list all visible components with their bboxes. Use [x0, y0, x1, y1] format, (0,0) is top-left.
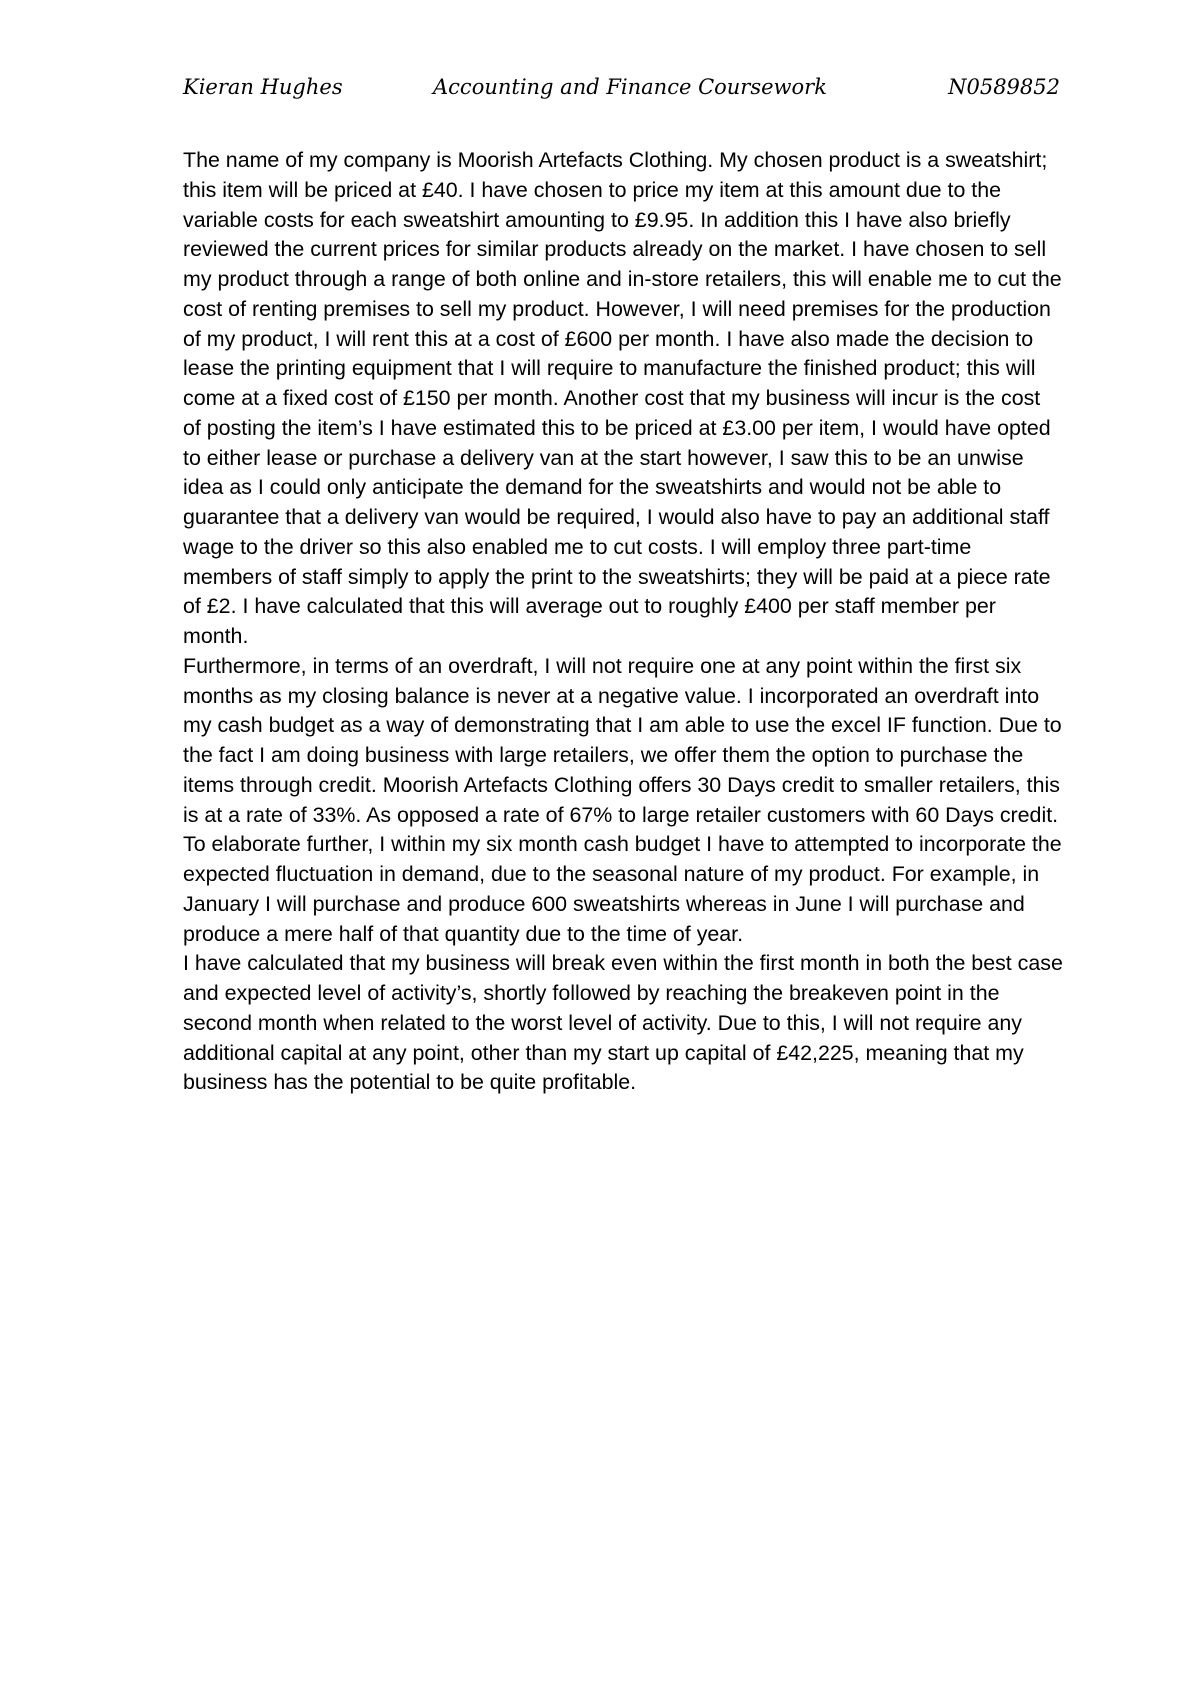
paragraph-seasonal-demand: To elaborate further, I within my six month cash budget I have to attempted to incorporate the expected fluctuation in demand, due to the seasonal nature of my product. For example, in January I will purchase and produce 600 sweatshirts whereas in June I will purchase and produce a mere half of that quantity due to the time of year.: [183, 832, 1062, 946]
header-author: Kieran Hughes: [183, 75, 343, 99]
paragraph-breakeven: I have calculated that my business will break even within the first month in both the best case and expected level of activity’s, shortly followed by reaching the breakeven point in the second month when related to the worst level of activity. Due to this, I will not require any additional capital at any point, other than my start up capital of £42,225, meaning that my business has the potential to be quite profitable.: [183, 951, 1063, 1095]
document-body: [183, 146, 1063, 1098]
page-header: [183, 70, 1060, 104]
header-title: Accounting and Finance Coursework: [433, 75, 827, 99]
paragraph-overdraft-and-credit: Furthermore, in terms of an overdraft, I will not require one at any point within the first six months as my closing balance is never at a negative value. I incorporated an overdraft into my cash budget as a way of demonstrating that I am able to use the excel IF function. Due to the fact I am doing business with large retailers, we offer them the option to purchase the items through credit. Moorish Artefacts Clothing offers 30 Days credit to smaller retailers, this is at a rate of 33%. As opposed a rate of 67% to large retailer customers with 60 Days credit.: [183, 653, 1062, 827]
paragraph-company-and-costs: The name of my company is Moorish Artefacts Clothing. My chosen product is a sweatshirt; this item will be priced at £40. I have chosen to price my item at this amount due to the variable costs for each sweatshirt amounting to £9.95. In addition this I have also briefly reviewed the current prices for similar products already on the market. I have chosen to sell my product through a range of both online and in-store retailers, this will enable me to cut the cost of renting premises to sell my product. However, I will need premises for the production of my product, I will rent this at a cost of £600 per month. I have also made the decision to lease the printing equipment that I will require to manufacture the finished product; this will come at a fixed cost of £150 per month. Another cost that my business will incur is the cost of posting the item’s I have estimated this to be priced at £3.00 per item, I would have opted to either lease or purchase a delivery van at the start however, I saw this to be an unwise idea as I could only anticipate the demand for the sweatshirts and would not be able to guarantee that a delivery van would be required, I would also have to pay an additional staff wage to the driver so this also enabled me to cut costs. I will employ three part-time members of staff simply to apply the print to the sweatshirts; they will be paid at a piece rate of £2. I have calculated that this will average out to roughly £400 per staff member per month.: [183, 148, 1062, 648]
header-student-id: N0589852: [948, 75, 1060, 99]
